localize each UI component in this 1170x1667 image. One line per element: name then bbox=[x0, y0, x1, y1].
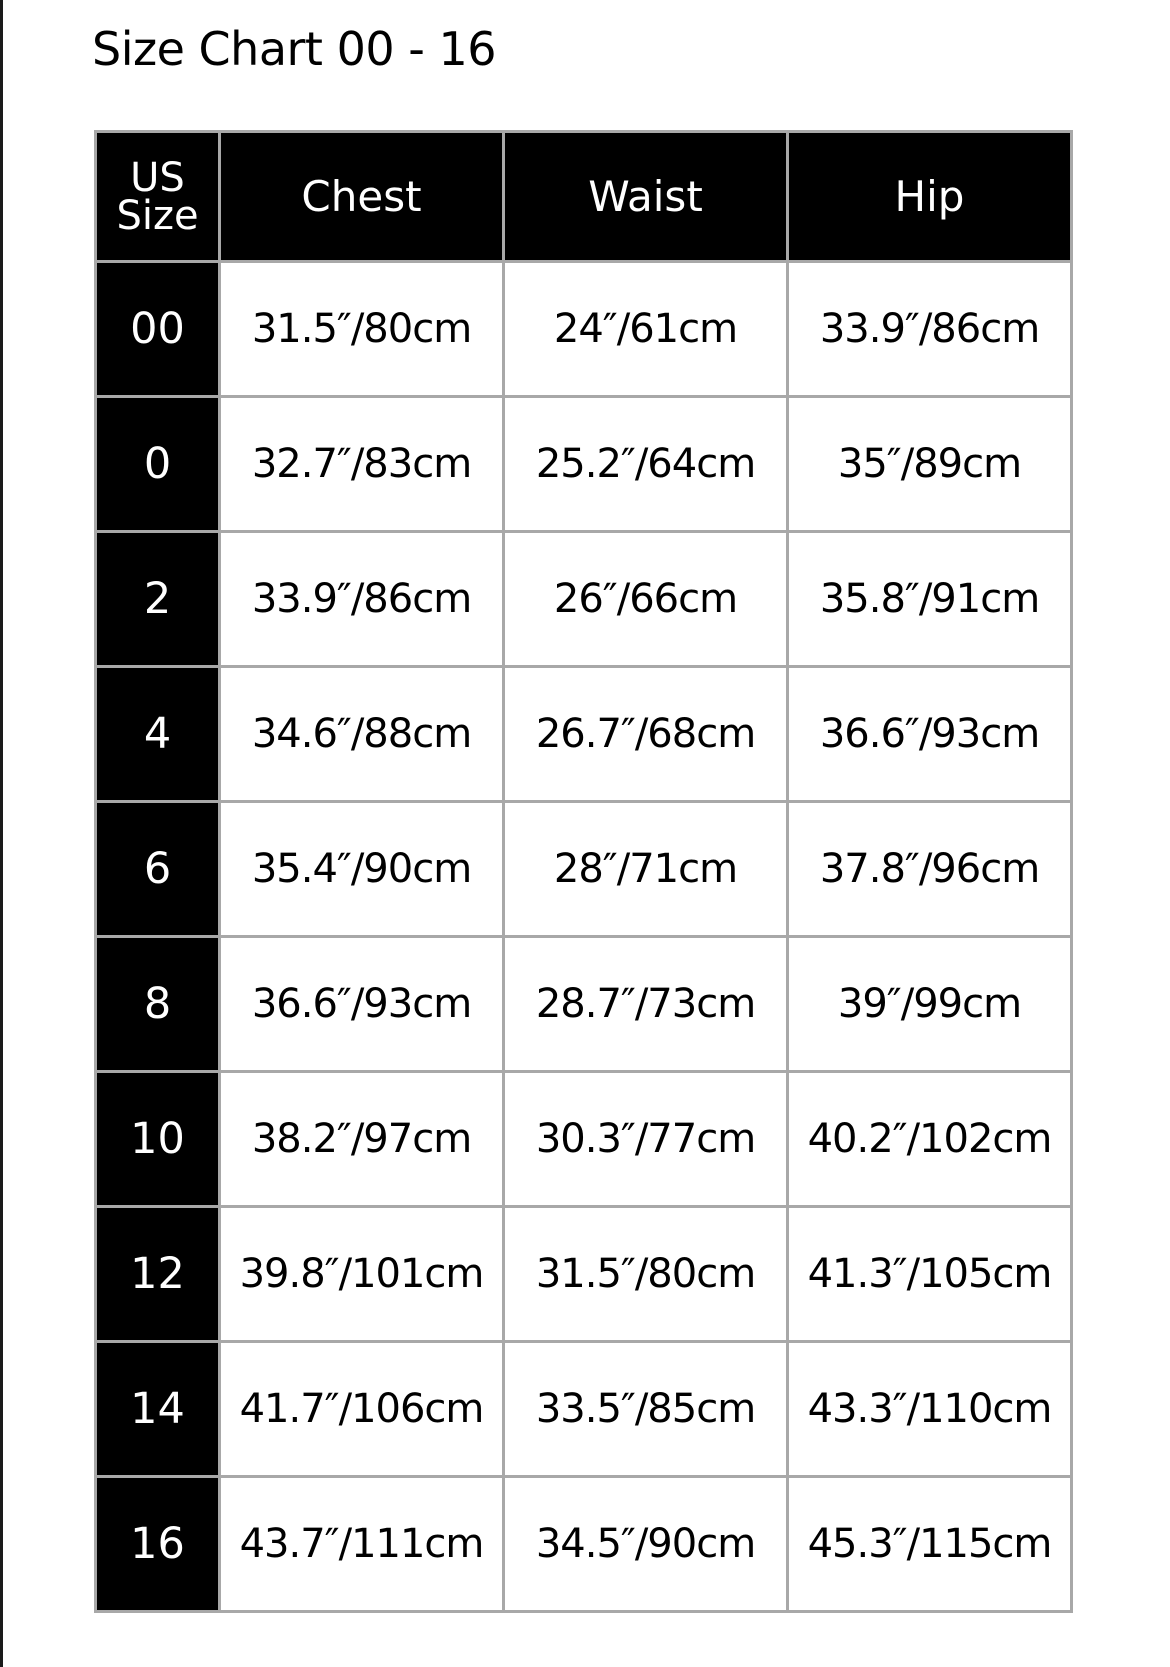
hip-cell: 35″/89cm bbox=[788, 397, 1072, 532]
size-cell: 8 bbox=[96, 937, 220, 1072]
us-size-header-line2: Size bbox=[116, 192, 199, 239]
hip-cell: 33.9″/86cm bbox=[788, 262, 1072, 397]
waist-cell: 26″/66cm bbox=[504, 532, 788, 667]
table-row bbox=[96, 532, 1072, 667]
size-cell: 12 bbox=[96, 1207, 220, 1342]
left-edge-border bbox=[0, 0, 3, 1667]
waist-cell: 31.5″/80cm bbox=[504, 1207, 788, 1342]
chest-cell: 35.4″/90cm bbox=[220, 802, 504, 937]
hip-cell: 40.2″/102cm bbox=[788, 1072, 1072, 1207]
size-cell: 14 bbox=[96, 1342, 220, 1477]
hip-header: Hip bbox=[788, 132, 1072, 262]
chest-cell: 33.9″/86cm bbox=[220, 532, 504, 667]
hip-cell: 37.8″/96cm bbox=[788, 802, 1072, 937]
table-row bbox=[96, 802, 1072, 937]
chest-header: Chest bbox=[220, 132, 504, 262]
size-cell: 4 bbox=[96, 667, 220, 802]
waist-cell: 34.5″/90cm bbox=[504, 1477, 788, 1612]
chest-cell: 32.7″/83cm bbox=[220, 397, 504, 532]
hip-cell: 43.3″/110cm bbox=[788, 1342, 1072, 1477]
chest-cell: 31.5″/80cm bbox=[220, 262, 504, 397]
header-row bbox=[96, 132, 1072, 262]
size-cell: 10 bbox=[96, 1072, 220, 1207]
chest-cell: 41.7″/106cm bbox=[220, 1342, 504, 1477]
waist-cell: 28″/71cm bbox=[504, 802, 788, 937]
size-cell: 2 bbox=[96, 532, 220, 667]
chest-cell: 38.2″/97cm bbox=[220, 1072, 504, 1207]
size-cell: 16 bbox=[96, 1477, 220, 1612]
table-row bbox=[96, 1342, 1072, 1477]
hip-cell: 36.6″/93cm bbox=[788, 667, 1072, 802]
page-title: Size Chart 00 - 16 bbox=[92, 22, 496, 76]
waist-cell: 30.3″/77cm bbox=[504, 1072, 788, 1207]
size-cell: 00 bbox=[96, 262, 220, 397]
waist-header: Waist bbox=[504, 132, 788, 262]
hip-cell: 41.3″/105cm bbox=[788, 1207, 1072, 1342]
table-row bbox=[96, 262, 1072, 397]
waist-cell: 26.7″/68cm bbox=[504, 667, 788, 802]
size-cell: 6 bbox=[96, 802, 220, 937]
waist-cell: 24″/61cm bbox=[504, 262, 788, 397]
size-chart-table bbox=[94, 130, 1073, 1613]
waist-cell: 33.5″/85cm bbox=[504, 1342, 788, 1477]
chest-cell: 39.8″/101cm bbox=[220, 1207, 504, 1342]
table-row bbox=[96, 1072, 1072, 1207]
chest-cell: 34.6″/88cm bbox=[220, 667, 504, 802]
size-cell: 0 bbox=[96, 397, 220, 532]
hip-cell: 39″/99cm bbox=[788, 937, 1072, 1072]
table-row bbox=[96, 1207, 1072, 1342]
hip-cell: 45.3″/115cm bbox=[788, 1477, 1072, 1612]
table-row bbox=[96, 397, 1072, 532]
chest-cell: 36.6″/93cm bbox=[220, 937, 504, 1072]
table-row bbox=[96, 1477, 1072, 1612]
us-size-header-line1: US bbox=[130, 154, 185, 201]
waist-cell: 28.7″/73cm bbox=[504, 937, 788, 1072]
chest-cell: 43.7″/111cm bbox=[220, 1477, 504, 1612]
us-size-header bbox=[96, 132, 220, 262]
hip-cell: 35.8″/91cm bbox=[788, 532, 1072, 667]
waist-cell: 25.2″/64cm bbox=[504, 397, 788, 532]
table-row bbox=[96, 667, 1072, 802]
table-row bbox=[96, 937, 1072, 1072]
